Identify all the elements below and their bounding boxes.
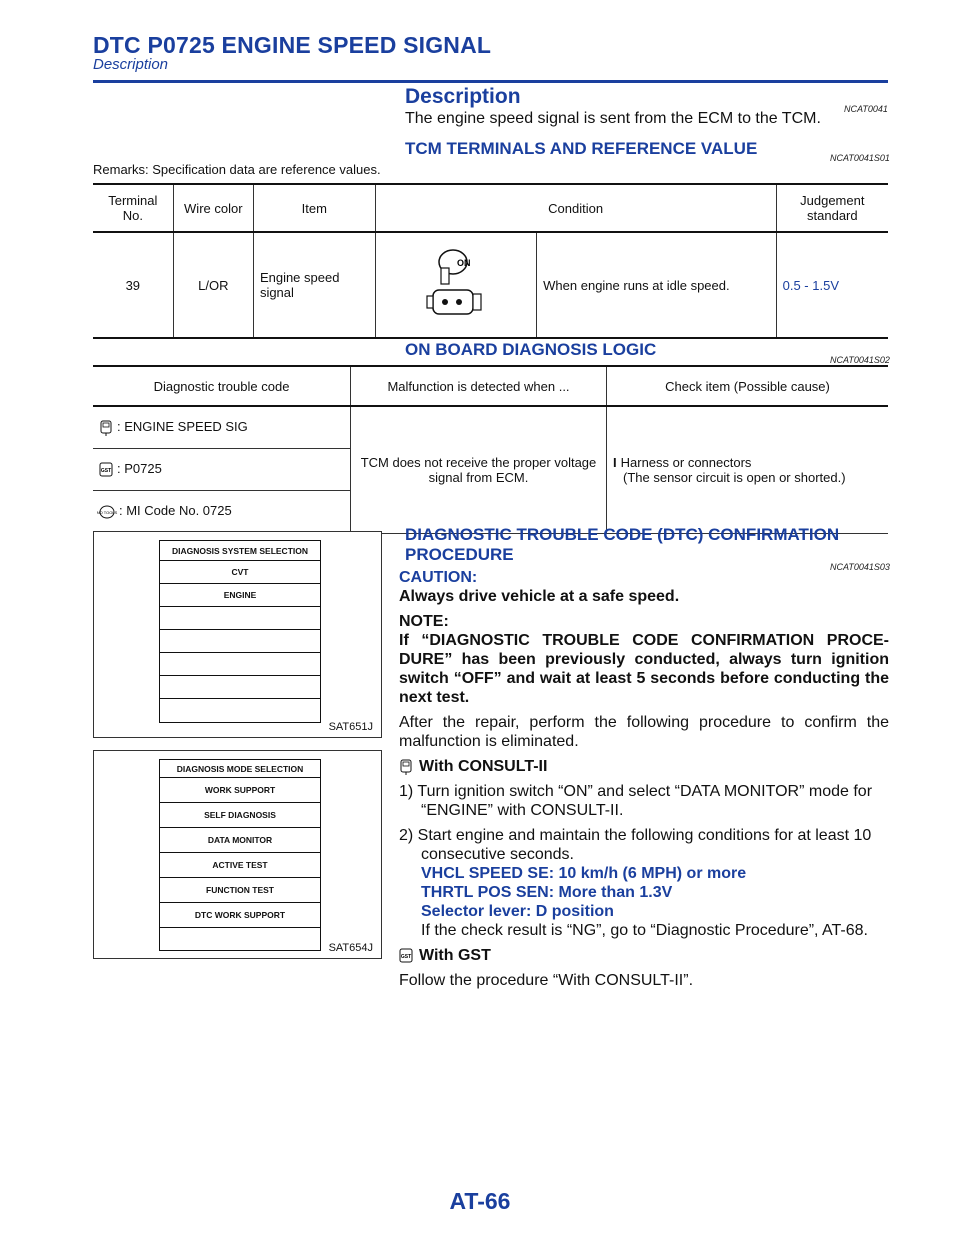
col-wire-color: Wire color (173, 184, 253, 232)
cell-condition: When engine runs at idle speed. (537, 232, 776, 338)
obd-logic-title: ON BOARD DIAGNOSIS LOGIC (405, 340, 657, 359)
tcm-terminals-code: NCAT0041S01 (830, 153, 890, 163)
gst-icon (99, 462, 113, 478)
dtc-confirm-body (399, 568, 889, 990)
gst-heading: With GST (419, 947, 491, 964)
col-terminal: Terminal No. (93, 184, 173, 232)
condition-selector: Selector lever: D position (421, 903, 614, 920)
dtc-gst-text: : P0725 (117, 461, 162, 477)
menu-item (160, 699, 320, 722)
cell-terminal: 39 (93, 232, 173, 338)
header-rule (93, 80, 888, 83)
description-code: NCAT0041 (844, 104, 888, 114)
dtc-consult-text: : ENGINE SPEED SIG (117, 419, 248, 435)
ignition-key-engine-icon (421, 244, 491, 324)
description-title: Description (405, 85, 521, 108)
table-row (93, 232, 888, 338)
check-item-text: Harness or connectors (620, 454, 752, 470)
obd-logic-code: NCAT0041S02 (830, 355, 890, 365)
cell-icons (375, 232, 537, 338)
consult-heading-row (399, 757, 889, 776)
note-text: If “DIAGNOSTIC TROUBLE CODE CONFIRMATION PROCE-DURE” has been previously conducted, always turn ignition switch “OFF” and wait at least 5 seconds before conducting the next test. (399, 632, 889, 706)
gst-text: Follow the procedure “With CONSULT-II”. (399, 972, 694, 989)
figure-label: SAT654J (328, 942, 373, 954)
dtc-confirm-code: NCAT0041S03 (830, 562, 890, 572)
col-condition: Condition (375, 184, 776, 232)
menu-item: CVT (160, 561, 320, 584)
dtc-gst (93, 449, 351, 491)
mode-selection-menu (159, 759, 321, 951)
consult-heading: With CONSULT-II (419, 758, 548, 775)
figure-label: SAT651J (328, 721, 373, 733)
cell-wire: L/OR (173, 232, 253, 338)
dtc-no-tools (93, 491, 351, 534)
figure-sat654j (93, 750, 382, 959)
condition-throttle: THRTL POS SEN: More than 1.3V (421, 884, 673, 901)
col-judgement: Judgement standard (776, 184, 888, 232)
condition-speed: VHCL SPEED SE: 10 km/h (6 MPH) or more (421, 865, 747, 882)
tcm-terminals-table (93, 183, 888, 339)
page-number: AT-66 (449, 1188, 511, 1214)
check-item-cell (607, 406, 889, 533)
dtc-no-tools-text: : MI Code No. 0725 (119, 503, 232, 519)
menu-item: ACTIVE TEST (160, 853, 320, 878)
menu-item: DTC WORK SUPPORT (160, 903, 320, 928)
gst-heading-row (399, 946, 889, 965)
gst-icon-label: GST (400, 953, 412, 960)
tcm-terminals-title: TCM TERMINALS AND REFERENCE VALUE (405, 139, 758, 158)
menu-item (160, 676, 320, 699)
menu-item (160, 653, 320, 676)
check-detail-text: (The sensor circuit is open or shorted.) (623, 469, 846, 485)
gst-icon (399, 948, 413, 964)
caution-text: Always drive vehicle at a safe speed. (399, 588, 680, 605)
step-2: 2) Start engine and maintain the following conditions for at least 10 consecutive seconds. (399, 827, 872, 863)
step-1: 1) Turn ignition switch “ON” and select “DATA MONITOR” mode for “ENGINE” with CONSULT-II. (399, 783, 873, 819)
figure-sat651j (93, 531, 382, 738)
after-repair-text: After the repair, perform the following procedure to confirm the malfunction is eliminated. (399, 714, 889, 750)
menu-item: SELF DIAGNOSIS (160, 803, 320, 828)
dtc-confirm-title: DIAGNOSTIC TROUBLE CODE (DTC) CONFIRMATION PROCEDURE (405, 525, 840, 564)
tcm-remarks: Remarks: Specification data are reference values. (93, 162, 381, 177)
menu-item: WORK SUPPORT (160, 778, 320, 803)
consult-icon (399, 759, 413, 775)
cell-judgement: 0.5 - 1.5V (776, 232, 888, 338)
menu-item: FUNCTION TEST (160, 878, 320, 903)
col-dtc: Diagnostic trouble code (93, 366, 351, 406)
menu-item (160, 928, 320, 950)
no-tools-label: NO TOOLS (96, 509, 118, 515)
on-label: ON (456, 257, 471, 268)
page-header-subtitle: Description (93, 56, 169, 73)
table-row (93, 406, 888, 449)
menu-item: ENGINE (160, 584, 320, 607)
menu-item: DATA MONITOR (160, 828, 320, 853)
description-text: The engine speed signal is sent from the ECM to the TCM. (405, 110, 821, 127)
bullet: I (613, 454, 617, 470)
obd-logic-table (93, 365, 888, 534)
menu-title: DIAGNOSIS SYSTEM SELECTION (160, 541, 320, 561)
ng-text: If the check result is “NG”, go to “Diagnostic Procedure”, AT-68. (421, 922, 868, 939)
dtc-consult (93, 406, 351, 449)
menu-item (160, 607, 320, 630)
cell-item: Engine speed signal (253, 232, 375, 338)
col-item: Item (253, 184, 375, 232)
menu-item (160, 630, 320, 653)
col-check-item: Check item (Possible cause) (607, 366, 889, 406)
caution-label: CAUTION: (399, 569, 478, 586)
col-malfunction: Malfunction is detected when ... (351, 366, 607, 406)
note-label: NOTE: (399, 613, 449, 630)
no-tools-icon (96, 504, 118, 520)
gst-icon-label: GST (100, 467, 112, 474)
system-selection-menu (159, 540, 321, 723)
page-header-title: DTC P0725 ENGINE SPEED SIGNAL (93, 32, 492, 58)
consult-icon (99, 420, 113, 436)
menu-title: DIAGNOSIS MODE SELECTION (160, 760, 320, 778)
malfunction-cell: TCM does not receive the proper voltage signal from ECM. (351, 406, 607, 533)
